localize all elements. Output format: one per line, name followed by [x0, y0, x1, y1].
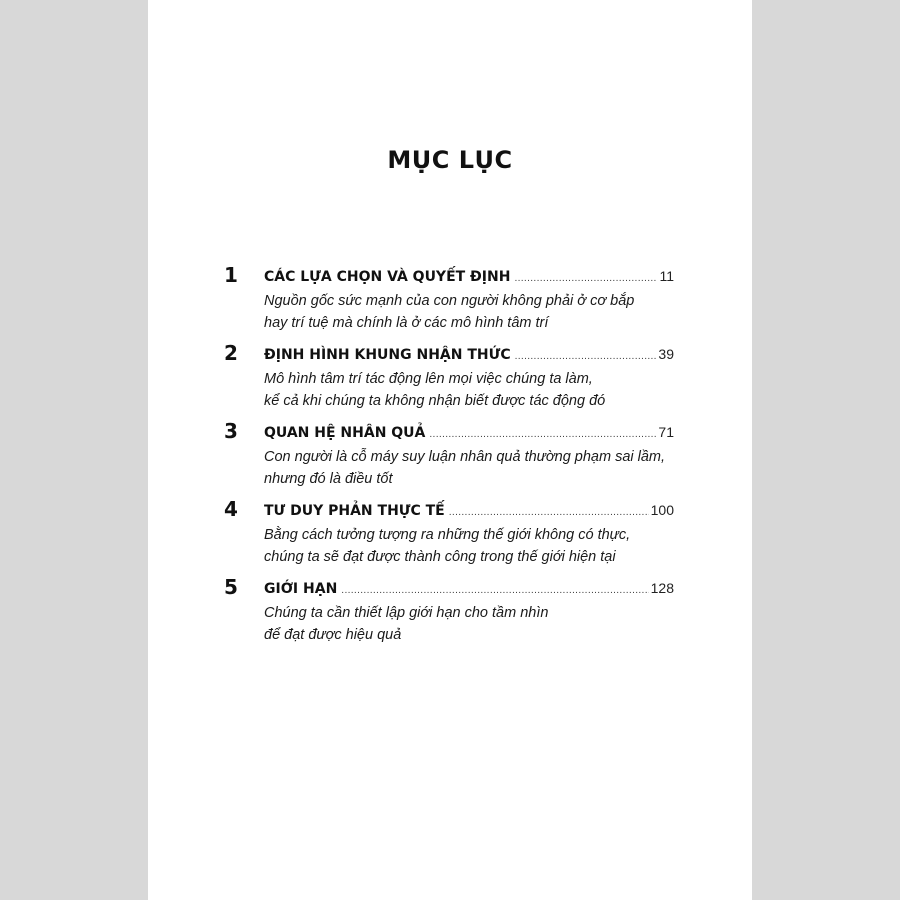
chapter-number: 5 [224, 575, 238, 599]
chapter-page-number: 128 [650, 580, 674, 596]
chapter-page-number: 71 [658, 424, 674, 440]
chapter-description-line: chúng ta sẽ đạt được thành công trong thế giới hiện tại [264, 549, 616, 565]
page-title: MỤC LỤC [387, 146, 513, 174]
chapter-description [264, 290, 674, 334]
chapter-heading-line [264, 502, 674, 522]
chapter-description-line: Chúng ta cần thiết lập giới hạn cho tầm nhìn [264, 605, 549, 621]
dot-leader [341, 586, 648, 596]
dot-leader [449, 508, 649, 518]
chapter-page-number: 100 [650, 502, 674, 518]
chapter-heading-line [264, 580, 674, 600]
chapter-description-line: để đạt được hiệu quả [264, 627, 402, 643]
chapter-number: 2 [224, 341, 238, 365]
chapter-description [264, 368, 674, 412]
chapter-description [264, 524, 674, 568]
chapter-description [264, 446, 674, 490]
chapter-title: CÁC LỰA CHỌN VÀ QUYẾT ĐỊNH [264, 269, 511, 285]
chapter-heading-line [264, 424, 674, 444]
chapter-description-line: kể cả khi chúng ta không nhận biết được tác động đó [264, 393, 606, 409]
dot-leader [429, 430, 656, 440]
chapter-title: TƯ DUY PHẢN THỰC TẾ [264, 503, 445, 519]
chapter-description [264, 602, 674, 646]
dot-leader [514, 274, 657, 284]
book-page [148, 0, 752, 900]
chapter-heading-line [264, 346, 674, 366]
chapter-description-line: Nguồn gốc sức mạnh của con người không phải ở cơ bắp [264, 293, 635, 309]
chapter-description-line: hay trí tuệ mà chính là ở các mô hình tâm trí [264, 315, 549, 331]
chapter-page-number: 39 [658, 346, 674, 362]
chapter-description-line: nhưng đó là điều tốt [264, 471, 393, 487]
chapter-description-line: Bằng cách tưởng tượng ra những thế giới không có thực, [264, 527, 631, 543]
chapter-title: ĐỊNH HÌNH KHUNG NHẬN THỨC [264, 347, 511, 363]
dot-leader [515, 352, 657, 362]
chapter-heading-line [264, 268, 674, 288]
chapter-number: 4 [224, 497, 238, 521]
chapter-page-number: 11 [659, 268, 674, 284]
chapter-description-line: Con người là cỗ máy suy luận nhân quả thường phạm sai lầm, [264, 449, 666, 465]
chapter-description-line: Mô hình tâm trí tác động lên mọi việc chúng ta làm, [264, 371, 593, 387]
chapter-number: 3 [224, 419, 238, 443]
chapter-title: QUAN HỆ NHÂN QUẢ [264, 425, 426, 441]
chapter-number: 1 [224, 263, 238, 287]
chapter-title: GIỚI HẠN [264, 581, 338, 597]
